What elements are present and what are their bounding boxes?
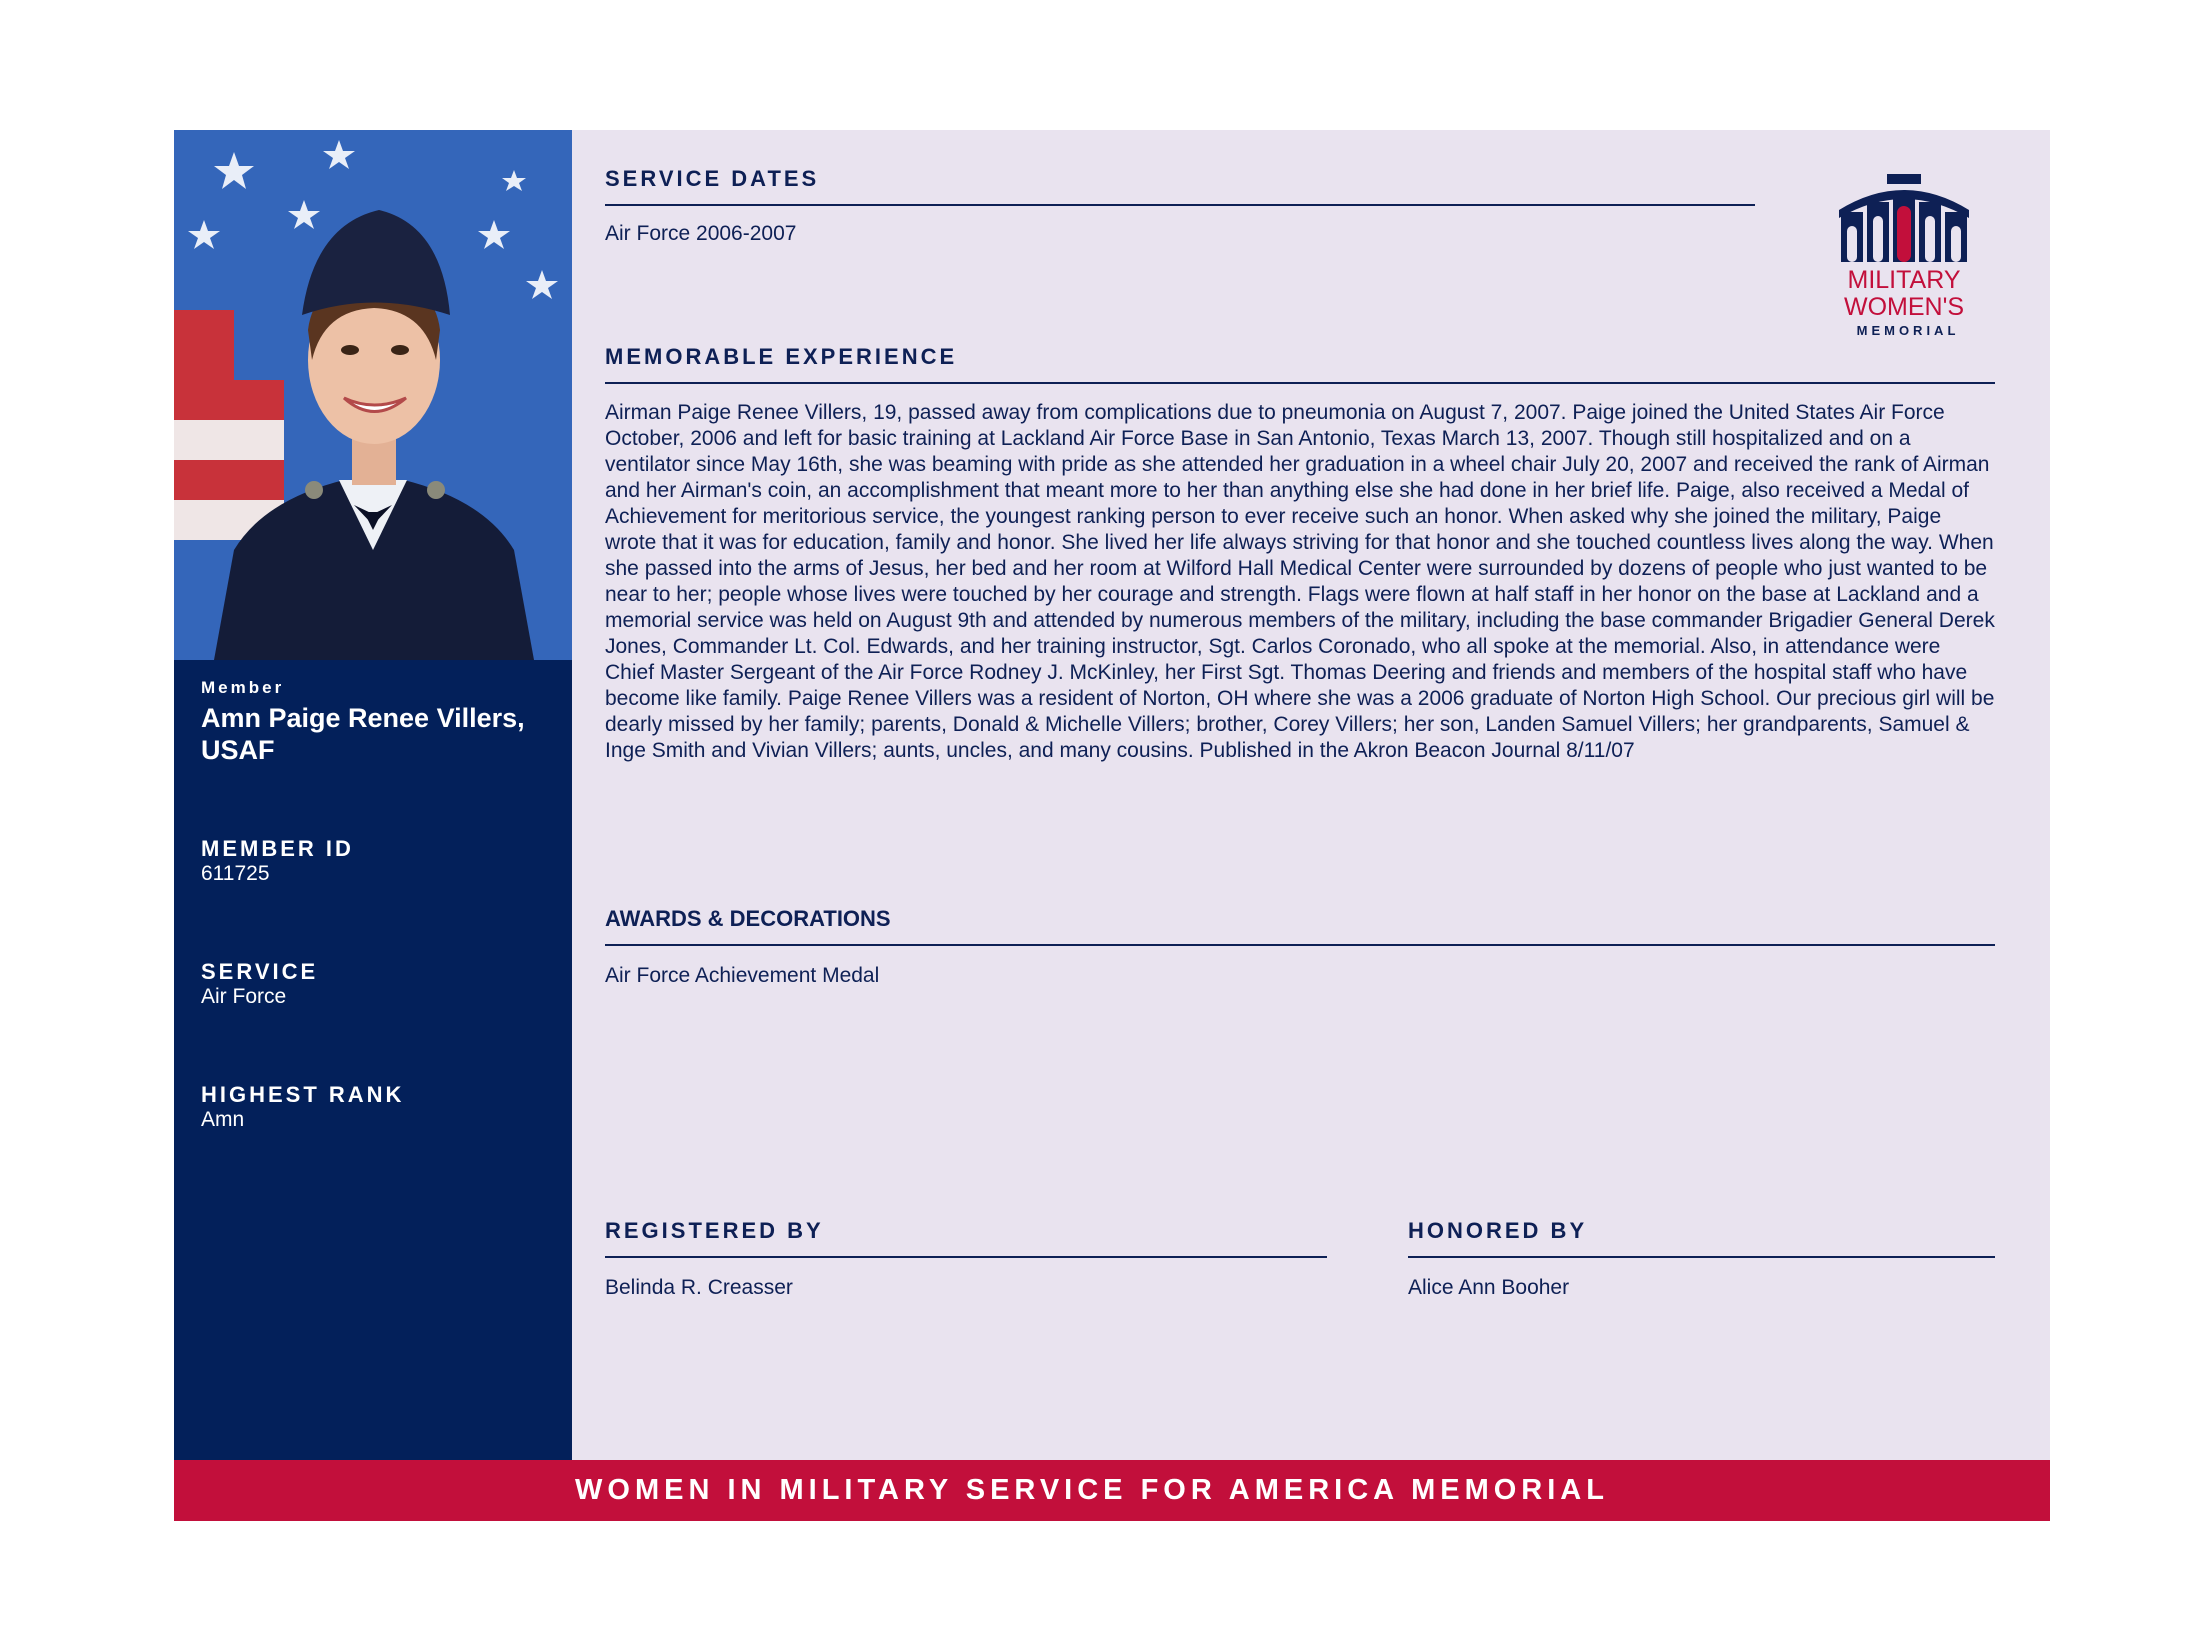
awards-title: AWARDS & DECORATIONS <box>605 906 891 931</box>
service-dates-value: Air Force 2006-2007 <box>605 222 797 245</box>
memorable-experience-rule <box>605 382 1995 384</box>
service-label: SERVICE <box>201 959 319 984</box>
memorial-logo <box>1837 172 1997 338</box>
registered-by-value: Belinda R. Creasser <box>605 1276 793 1299</box>
registered-by-title: REGISTERED BY <box>605 1218 824 1243</box>
memorial-banner: WOMEN IN MILITARY SERVICE FOR AMERICA MEMORIAL <box>174 1460 2050 1521</box>
member-details <box>572 130 2050 1460</box>
awards-value: Air Force Achievement Medal <box>605 964 880 987</box>
memorable-experience-title: MEMORABLE EXPERIENCE <box>605 344 958 369</box>
service-dates-title: SERVICE DATES <box>605 166 820 191</box>
member-card <box>174 130 2050 1521</box>
honored-by-rule <box>1408 1256 1995 1258</box>
awards-rule <box>605 944 1995 946</box>
logo-line-military: MILITARY <box>1847 266 1961 294</box>
memorial-building-icon <box>1837 172 1971 262</box>
service-value: Air Force <box>201 985 287 1008</box>
member-id-label: MEMBER ID <box>201 836 354 861</box>
member-label: Member <box>201 678 285 697</box>
highest-rank-value: Amn <box>201 1108 245 1131</box>
honored-by-value: Alice Ann Booher <box>1408 1276 1570 1299</box>
member-sidebar <box>174 130 572 1460</box>
member-id-value: 611725 <box>201 862 270 885</box>
member-name: Amn Paige Renee Villers, USAF <box>201 703 525 765</box>
registered-by-rule <box>605 1256 1327 1258</box>
memorable-experience-text: Airman Paige Renee Villers, 19, passed away from complications due to pneumonia on August 7, 2007. Paige joined the United States Air Force October, 2006 and left for basic training at Lackland Air Force Base in San Antonio, Texas March 13, 2007. Though still hospitalized and on a ventilator since May 16th, she was beaming with pride as she attended her graduation in a wheel chair July 20, 2007 and received the rank of Airman and her Airman's coin, an accomplishment that meant more to her than anything else she had done in her brief life. Paige, also received a Medal of Achievement for meritorious service, the youngest ranking person to ever receive such an honor. When asked why she joined the military, Paige wrote that it was for education, family and honor. She lived her life always striving for that honor and she touched countless lives along the way. When she passed into the arms of Jesus, her bed and her room at Wilford Hall Medical Center were surrounded by dozens of people who just wanted to be near to her; people whose lives were touched by her courage and strength. Flags were flown at half staff in her honor on the base at Lackland and a memorial service was held on August 9th and attended by numerous members of the military, including the base commander Brigadier General Derek Jones, Commander Lt. Col. Edwards, and her training instructor, Sgt. Carlos Coronado, who all spoke at the memorial. Also, in attendance were Chief Master Sergeant of the Air Force Rodney J. McKinley, her First Sgt. Thomas Deering and friends and members of the hospital staff who have become like family. Paige Renee Villers was a resident of Norton, OH where she was a 2006 graduate of Norton High School. Our precious girl will be dearly missed by her family; parents, Donald & Michelle Villers; brother, Corey Villers; her son, Landen Samuel Villers; her grandparents, Samuel & Inge Smith and Vivian Villers; aunts, uncles, and many cousins. Published in the Akron Beacon Journal 8/11/07 <box>605 401 1995 762</box>
logo-line-womens: WOMEN'S <box>1843 293 1965 321</box>
logo-line-memorial: MEMORIAL <box>1856 323 1960 338</box>
service-dates-rule <box>605 204 1755 206</box>
member-photo <box>174 130 572 660</box>
highest-rank-label: HIGHEST RANK <box>201 1082 405 1107</box>
honored-by-title: HONORED BY <box>1408 1218 1588 1243</box>
